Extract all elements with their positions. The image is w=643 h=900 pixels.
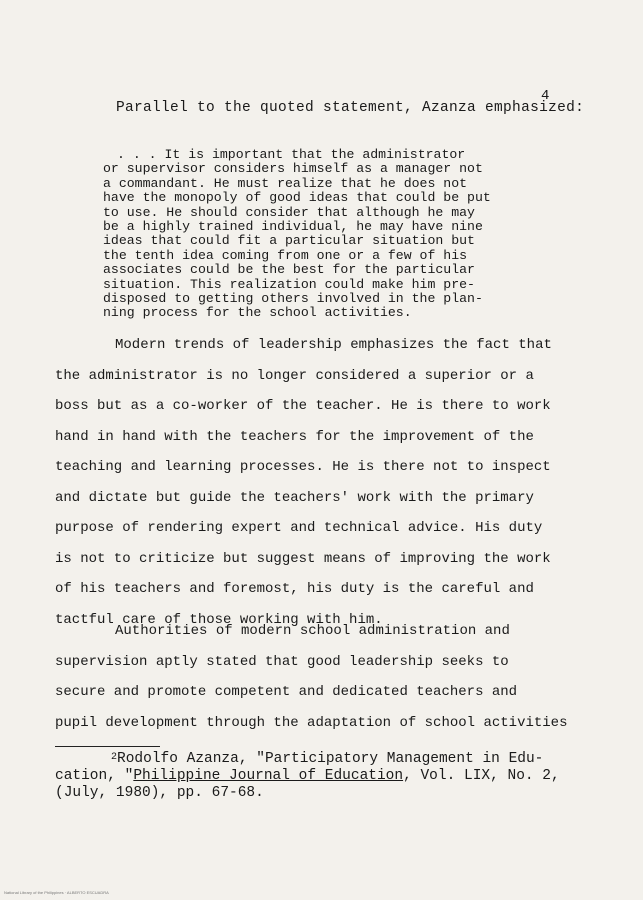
footnote-volume: , Vol. LIX, No. 2, — [403, 768, 560, 784]
footnote-line-2-prefix: cation, " — [55, 768, 134, 784]
text-line: . . . It is important that the administrator — [117, 147, 466, 162]
text-line: Modern trends of leadership emphasizes the fact that — [115, 337, 552, 353]
text-line: to use. He should consider that although he may — [103, 204, 475, 220]
text-line: or supervisor considers himself as a manager not — [103, 161, 483, 177]
footnote-line-3: (July, 1980), pp. 67-68. — [55, 785, 264, 801]
text-line: ideas that could fit a particular situation but — [103, 233, 475, 249]
paragraph-leadership-trends — [55, 330, 595, 635]
footnote-line-1 — [55, 751, 595, 768]
text-line: a commandant. He must realize that he does not — [103, 175, 468, 191]
archive-watermark: National Library of the Philippines · ALBERTO ESCUADRA — [4, 890, 109, 895]
block-quote — [103, 148, 543, 321]
text-line: associates could be the best for the particular — [103, 262, 475, 278]
text-line: teaching and learning processes. He is there not to inspect — [55, 459, 551, 475]
text-line: Authorities of modern school administration and — [115, 623, 510, 639]
text-line: be a highly trained individual, he may have nine — [103, 219, 483, 235]
paragraph-authorities — [55, 616, 595, 738]
footnote — [55, 751, 595, 802]
text-line: the administrator is no longer considered a superior or a — [55, 367, 534, 384]
footnote-journal-title: Philippine Journal of Education — [133, 768, 404, 784]
text-line: have the monopoly of good ideas that could be put — [103, 190, 491, 206]
text-line: hand in hand with the teachers for the improvement of the — [55, 428, 534, 445]
text-line: disposed to getting others involved in the plan- — [103, 291, 483, 307]
page-number: 4 — [541, 88, 550, 104]
footnote-marker: 2 — [111, 752, 118, 763]
lead-sentence: Parallel to the quoted statement, Azanza emphasized: — [116, 100, 585, 116]
footnote-author-title: Rodolfo Azanza, "Participatory Management in Edu- — [117, 751, 544, 767]
text-line: boss but as a co-worker of the teacher. He is there to work — [55, 398, 551, 414]
text-line: pupil development through the adaptation of school activities — [55, 714, 568, 731]
text-line: situation. This realization could make him pre- — [103, 276, 475, 292]
text-line: secure and promote competent and dedicated teachers and — [55, 684, 518, 700]
text-line: is not to criticize but suggest means of improving the work — [55, 550, 551, 567]
text-line: of his teachers and foremost, his duty is the careful and — [55, 581, 534, 597]
footnote-rule — [55, 746, 160, 747]
text-line: and dictate but guide the teachers' work with the primary — [55, 489, 534, 506]
text-line: the tenth idea coming from one or a few of his — [103, 247, 468, 263]
text-line: tactful care of those working with him. — [55, 611, 383, 628]
text-line: purpose of rendering expert and technical advice. His duty — [55, 520, 543, 536]
text-line: supervision aptly stated that good leadership seeks to — [55, 653, 509, 670]
text-line: ning process for the school activities. — [103, 305, 412, 321]
footnote-line-2 — [55, 768, 595, 785]
